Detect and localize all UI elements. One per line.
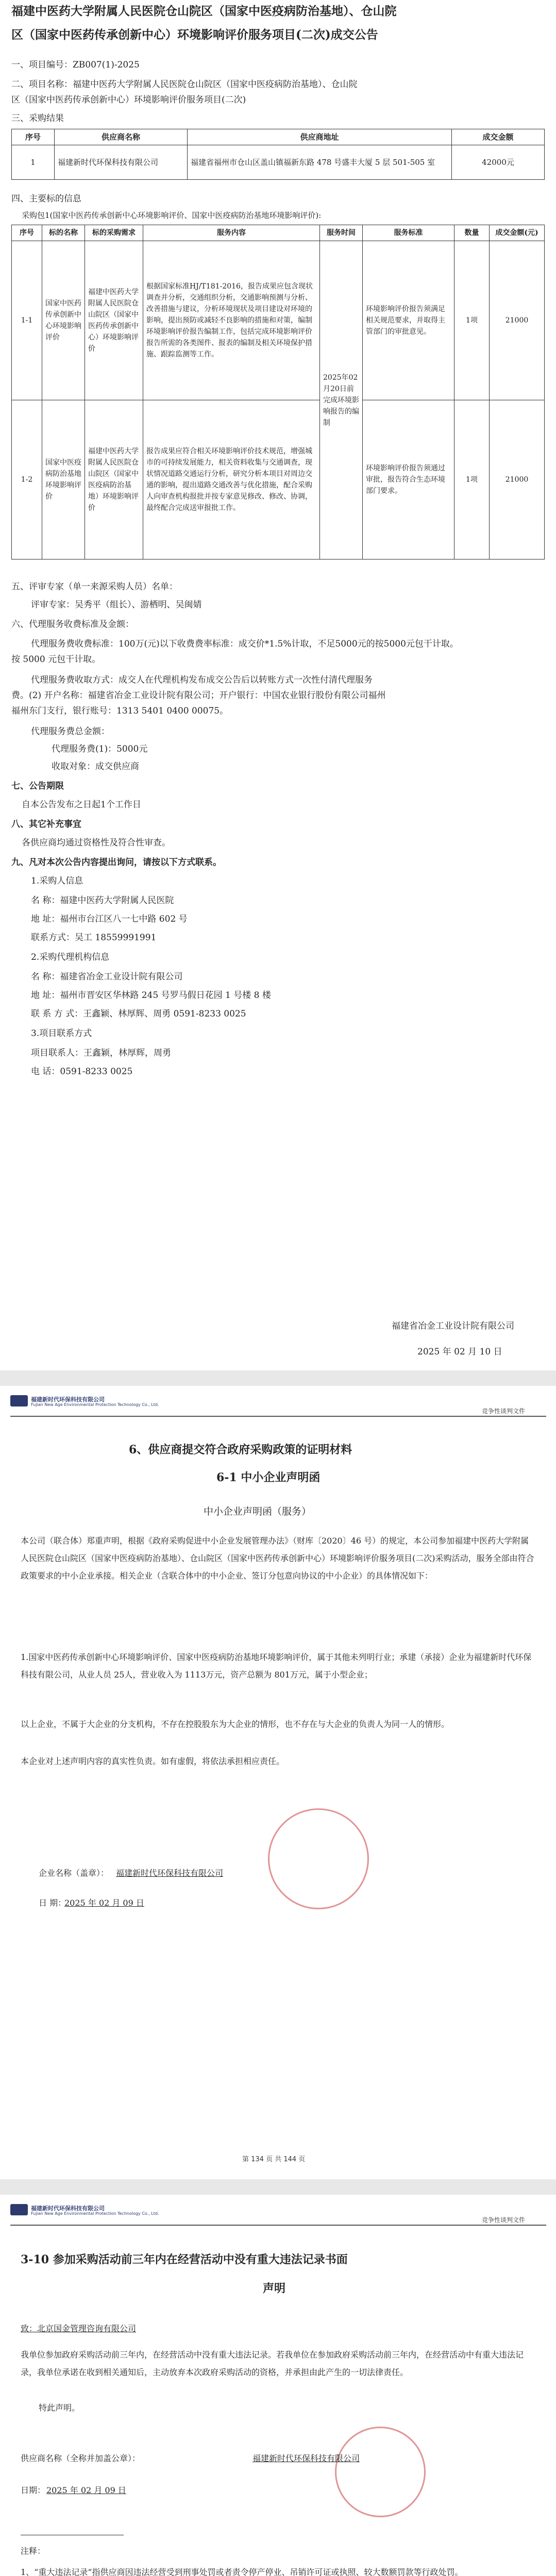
header-company-name: 福建新时代环保科技有限公司 — [31, 2205, 105, 2212]
agency-address: 地 址：福州市晋安区华林路 245 号罗马假日花园 1 号楼 8 楼 — [31, 990, 271, 1001]
signature-date: 2025 年 02 月 09 日 — [64, 1898, 144, 1908]
project-contact-title: 3.项目联系方式 — [31, 1028, 92, 1039]
declaration-intro: 本公司（联合体）郑重声明，根据《政府采购促进中小企业发展管理办法》（财库〔2020〕46 号）的规定，本公司参加福建中医药大学附属人民医院仓山院区（国家中医疫病防治基地）、仓山院区（国家中医药传承创新中心）环境影响评价服务项目(二次)采购活动，服务全部由符合政策要求的中小企业承接。相关企业（含联合体中的中小企业、签订分包意向协议的中小企业）的具体情况如下： — [21, 1536, 534, 1581]
project-number: 一、项目编号：ZB007(1)-2025 — [11, 60, 140, 70]
fee-method: 代理服务费收取方式：成交人在代理机构发布成交公告后以转账方式一次性付清代理服务 — [31, 675, 373, 685]
col-service-standard: 服务标准 — [363, 225, 454, 241]
section-results: 三、采购结果 — [11, 113, 64, 124]
section-heading: 6、供应商提交符合政府采购政策的证明材料 — [129, 1443, 352, 1456]
page-number: 第 134 页 共 144 页 — [242, 2156, 306, 2163]
agency-info-title: 2.采购代理机构信息 — [31, 952, 110, 962]
fee-standard-cont: 按 5000 元包干计取。 — [11, 654, 101, 665]
period-value: 自本公告发布之日起1个工作日 — [22, 800, 141, 810]
cell: 国家中医药传承创新中心环境影响评价 — [42, 241, 85, 400]
section-period: 七、公告期限 — [11, 781, 64, 791]
supplier-label: 供应商名称（全称并加盖公章）： — [21, 2453, 141, 2463]
page-separator — [0, 1370, 556, 1386]
table-header-row — [12, 129, 545, 145]
col-address: 供应商地址 — [188, 129, 452, 145]
header-rule — [10, 2225, 546, 2226]
col-requirement: 标的采购需求 — [85, 225, 143, 241]
header-doc-type: 竞争性谈判文件 — [482, 1408, 526, 1415]
fee-payer: 收取对象：成交供应商 — [52, 761, 139, 772]
company-seal-stamp — [335, 2427, 426, 2517]
package-note: 采购包1(国家中医药传承创新中心环境影响评价、国家中医疫病防治基地环境影响评价): — [22, 211, 322, 220]
cell: 1-1 — [12, 241, 42, 400]
header-company-en: Fujian New Age Environmental Protection Technology Co., Ltd. — [31, 2211, 159, 2216]
cell: 1-2 — [12, 400, 42, 560]
company-logo-icon — [10, 1395, 28, 1406]
note-title: 注释： — [21, 2546, 46, 2556]
table-row — [12, 241, 545, 400]
purchaser-address: 地 址：福州市台江区八一七中路 602 号 — [31, 914, 188, 924]
declaration-para-2: 以上企业，不属于大企业的分支机构，不存在控股股东为大企业的情形，也不存在与大企业的负责人为同一人的情形。 — [21, 1719, 450, 1729]
date-value: 2025 年 02 月 09 日 — [46, 2485, 126, 2495]
cell: 1项 — [454, 400, 490, 560]
signature-company: 福建新时代环保科技有限公司 — [116, 1868, 224, 1878]
cell: 21000 — [490, 241, 545, 400]
declaration-heading-cont: 声明 — [263, 2282, 286, 2295]
section-items: 四、主要标的信息 — [11, 194, 81, 204]
header-doc-type: 竞争性谈判文件 — [482, 2216, 526, 2224]
notice-title-line2: 区（国家中医药传承创新中心）环境影响评价服务项目(二次)成交公告 — [11, 28, 378, 42]
header-company-name: 福建新时代环保科技有限公司 — [31, 1396, 105, 1403]
no-violation-declaration-page — [0, 2195, 556, 2576]
project-name: 二、项目名称：福建中医药大学附属人民医院仓山院区（国家中医疫病防治基地）、仓山院 — [11, 79, 358, 90]
project-contact-person: 项目联系人：王鑫颖，林厚辉，周勇 — [31, 1048, 171, 1058]
section-fee: 六、代理服务收费标准及金额： — [11, 619, 134, 630]
fee-total: 代理服务费总金额： — [31, 726, 110, 737]
cell: 环境影响评价报告须通过审批，报告符合生态环境部门要求。 — [363, 400, 454, 560]
cell: 福建新时代环保科技有限公司 — [55, 145, 188, 180]
header-company-en: Fujian New Age Environmental Protection Technology Co., Ltd. — [31, 1402, 159, 1407]
table-header-row — [12, 225, 545, 241]
declaration-body: 我单位参加政府采购活动前三年内，在经营活动中没有重大违法记录。若我单位在参加政府采购活动前三年内，在经营活动中有重大违法记录，我单位承诺在收到相关通知后，主动放弃本次政府采购活动的资格，并承担由此产生的一切法律责任。 — [21, 2350, 524, 2377]
purchaser-info-title: 1.采购人信息 — [31, 876, 83, 886]
cell: 福建中医药大学附属人民医院仓山院区（国家中医药传承创新中心）环境影响评价 — [85, 241, 143, 400]
cell: 21000 — [490, 400, 545, 560]
col-service-content: 服务内容 — [143, 225, 320, 241]
subsection-heading: 6-1 中小企业声明函 — [216, 1471, 321, 1484]
cell: 42000元 — [452, 145, 545, 180]
supplier-name: 福建新时代环保科技有限公司 — [252, 2453, 360, 2463]
project-contact-phone: 电 话：0591-8233 0025 — [31, 1066, 133, 1077]
supplement-value: 各供应商均通过资格性及符合性审查。 — [22, 838, 171, 848]
page-separator — [0, 2179, 556, 2195]
col-service-time: 服务时间 — [320, 225, 363, 241]
notice-title-line1: 福建中医药大学附属人民医院仓山院区（国家中医疫病防治基地）、仓山院 — [11, 4, 397, 18]
company-logo-icon — [10, 2204, 28, 2215]
fee-method-cont: 费。(2) 开户名称：福建省冶金工业设计院有限公司；开户银行：中国农业银行股份有限公司福州 — [11, 690, 386, 701]
sme-declaration-page — [0, 1386, 556, 2179]
cell: 2025年02月20日前完成环境影响报告的编制 — [320, 241, 363, 560]
cell: 1项 — [454, 241, 490, 400]
section-experts: 五、评审专家（单一来源采购人员）名单： — [11, 582, 178, 592]
table-row — [12, 400, 545, 560]
project-name-cont: 区（国家中医药传承创新中心）环境影响评价服务项目(二次) — [11, 95, 246, 105]
cell: 福建中医药大学附属人民医院仓山院区（国家中医疫病防治基地）环境影响评价 — [85, 400, 143, 560]
addressee: 致：北京国金管理咨询有限公司 — [21, 2324, 137, 2333]
declaration-para-3: 本企业对上述声明内容的真实性负责。如有虚假，将依法承担相应责任。 — [21, 1756, 285, 1766]
company-seal-stamp — [268, 1808, 369, 1909]
col-index: 序号 — [12, 129, 55, 145]
issue-date: 2025 年 02 月 10 日 — [417, 1347, 502, 1357]
cell: 1 — [12, 145, 55, 180]
section-supplement: 八、其它补充事宜 — [11, 819, 81, 829]
experts-list: 评审专家：吴秀平（组长）、游栖明、吴闽婧 — [31, 600, 202, 610]
col-amount: 成交金额(元) — [490, 225, 545, 241]
purchaser-name: 名 称：福建中医药大学附属人民医院 — [31, 895, 174, 906]
col-amount: 成交金额 — [452, 129, 545, 145]
signature-date-label: 日 期： — [39, 1898, 66, 1908]
cell: 环境影响评价报告须满足相关规范要求，并取得主管部门的审批意见。 — [363, 241, 454, 400]
cell: 国家中医疫病防治基地环境影响评价 — [42, 400, 85, 560]
declaration-heading: 3-10 参加采购活动前三年内在经营活动中没有重大违法记录书面 — [21, 2253, 348, 2266]
agency-contact: 联 系 方 式：王鑫颖、林厚辉、周勇 0591-8233 0025 — [31, 1009, 246, 1019]
purchaser-contact: 联系方式：吴工 18559991991 — [31, 933, 157, 943]
col-supplier: 供应商名称 — [55, 129, 188, 145]
col-item-name: 标的名称 — [42, 225, 85, 241]
col-quantity: 数量 — [454, 225, 490, 241]
col-index: 序号 — [12, 225, 42, 241]
declaration-item-1: 1.国家中医药传承创新中心环境影响评价、国家中医疫病防治基地环境影响评价，属于其他未列明行业；承建（承接）企业为福建新时代环保科技有限公司，从业人员 25人，营业收入为 1113万元，资产总额为 801万元，属于小型企业； — [21, 1652, 532, 1680]
issuer-name: 福建省冶金工业设计院有限公司 — [392, 1321, 514, 1331]
results-table — [11, 129, 545, 180]
cell: 报告成果应符合相关环境影响评价技术规范，增强城市的可持续发展能力，相关资料收集与交通调查，现状情况道路交通运行分析，研究分析本项目对周边交通的影响，提出道路交通改善与优化措施，配合采购人向审查机构报批并按专家意见修改、修改、协调，最终配合完成送审报批工作。 — [143, 400, 320, 560]
declaration-closing: 特此声明。 — [39, 2403, 80, 2413]
table-row — [12, 145, 545, 180]
header-rule — [10, 1416, 546, 1417]
fee-method-bank: 福州东门支行，银行账号：1313 5401 0400 00075。 — [11, 706, 229, 716]
signature-label: 企业名称（盖章）： — [39, 1868, 109, 1878]
date-label: 日期： — [21, 2485, 46, 2495]
items-table — [11, 225, 545, 560]
section-contact: 九、凡对本次公告内容提出询问，请按以下方式联系。 — [11, 857, 222, 868]
agency-name: 名 称：福建省冶金工业设计院有限公司 — [31, 972, 183, 982]
fee-amount: 代理服务费(1)：5000元 — [52, 744, 148, 754]
cell: 福建省福州市仓山区盖山镇福新东路 478 号盛丰大厦 5 层 501-505 室 — [188, 145, 452, 180]
cell: 根据国家标准HJ/T181-2016，报告成果应包含现状调查并分析，交通组织分析，交通影响预测与分析、改善措施与建议，分析环境现状及项目建设对环境的影响，提出预防或减轻不良影响的措施和对策，编制环境影响评价报告编制工作，包括完成环境影响评价报告所需的各类图件、报表的编制及相关环境保护措施、跟踪监测等工作。 — [143, 241, 320, 400]
declaration-title: 中小企业声明函（服务） — [204, 1506, 312, 1517]
note-1: 1、“重大违法记录”指供应商因违法经营受到刑事处罚或者责令停产停业、吊销许可证或执照、较大数额罚款等行政处罚。 — [21, 2567, 463, 2576]
fee-standard: 代理服务费收费标准：100万(元)以下收费费率标准：成交价*1.5%计取，不足5000元的按5000元包干计取。 — [31, 639, 459, 649]
